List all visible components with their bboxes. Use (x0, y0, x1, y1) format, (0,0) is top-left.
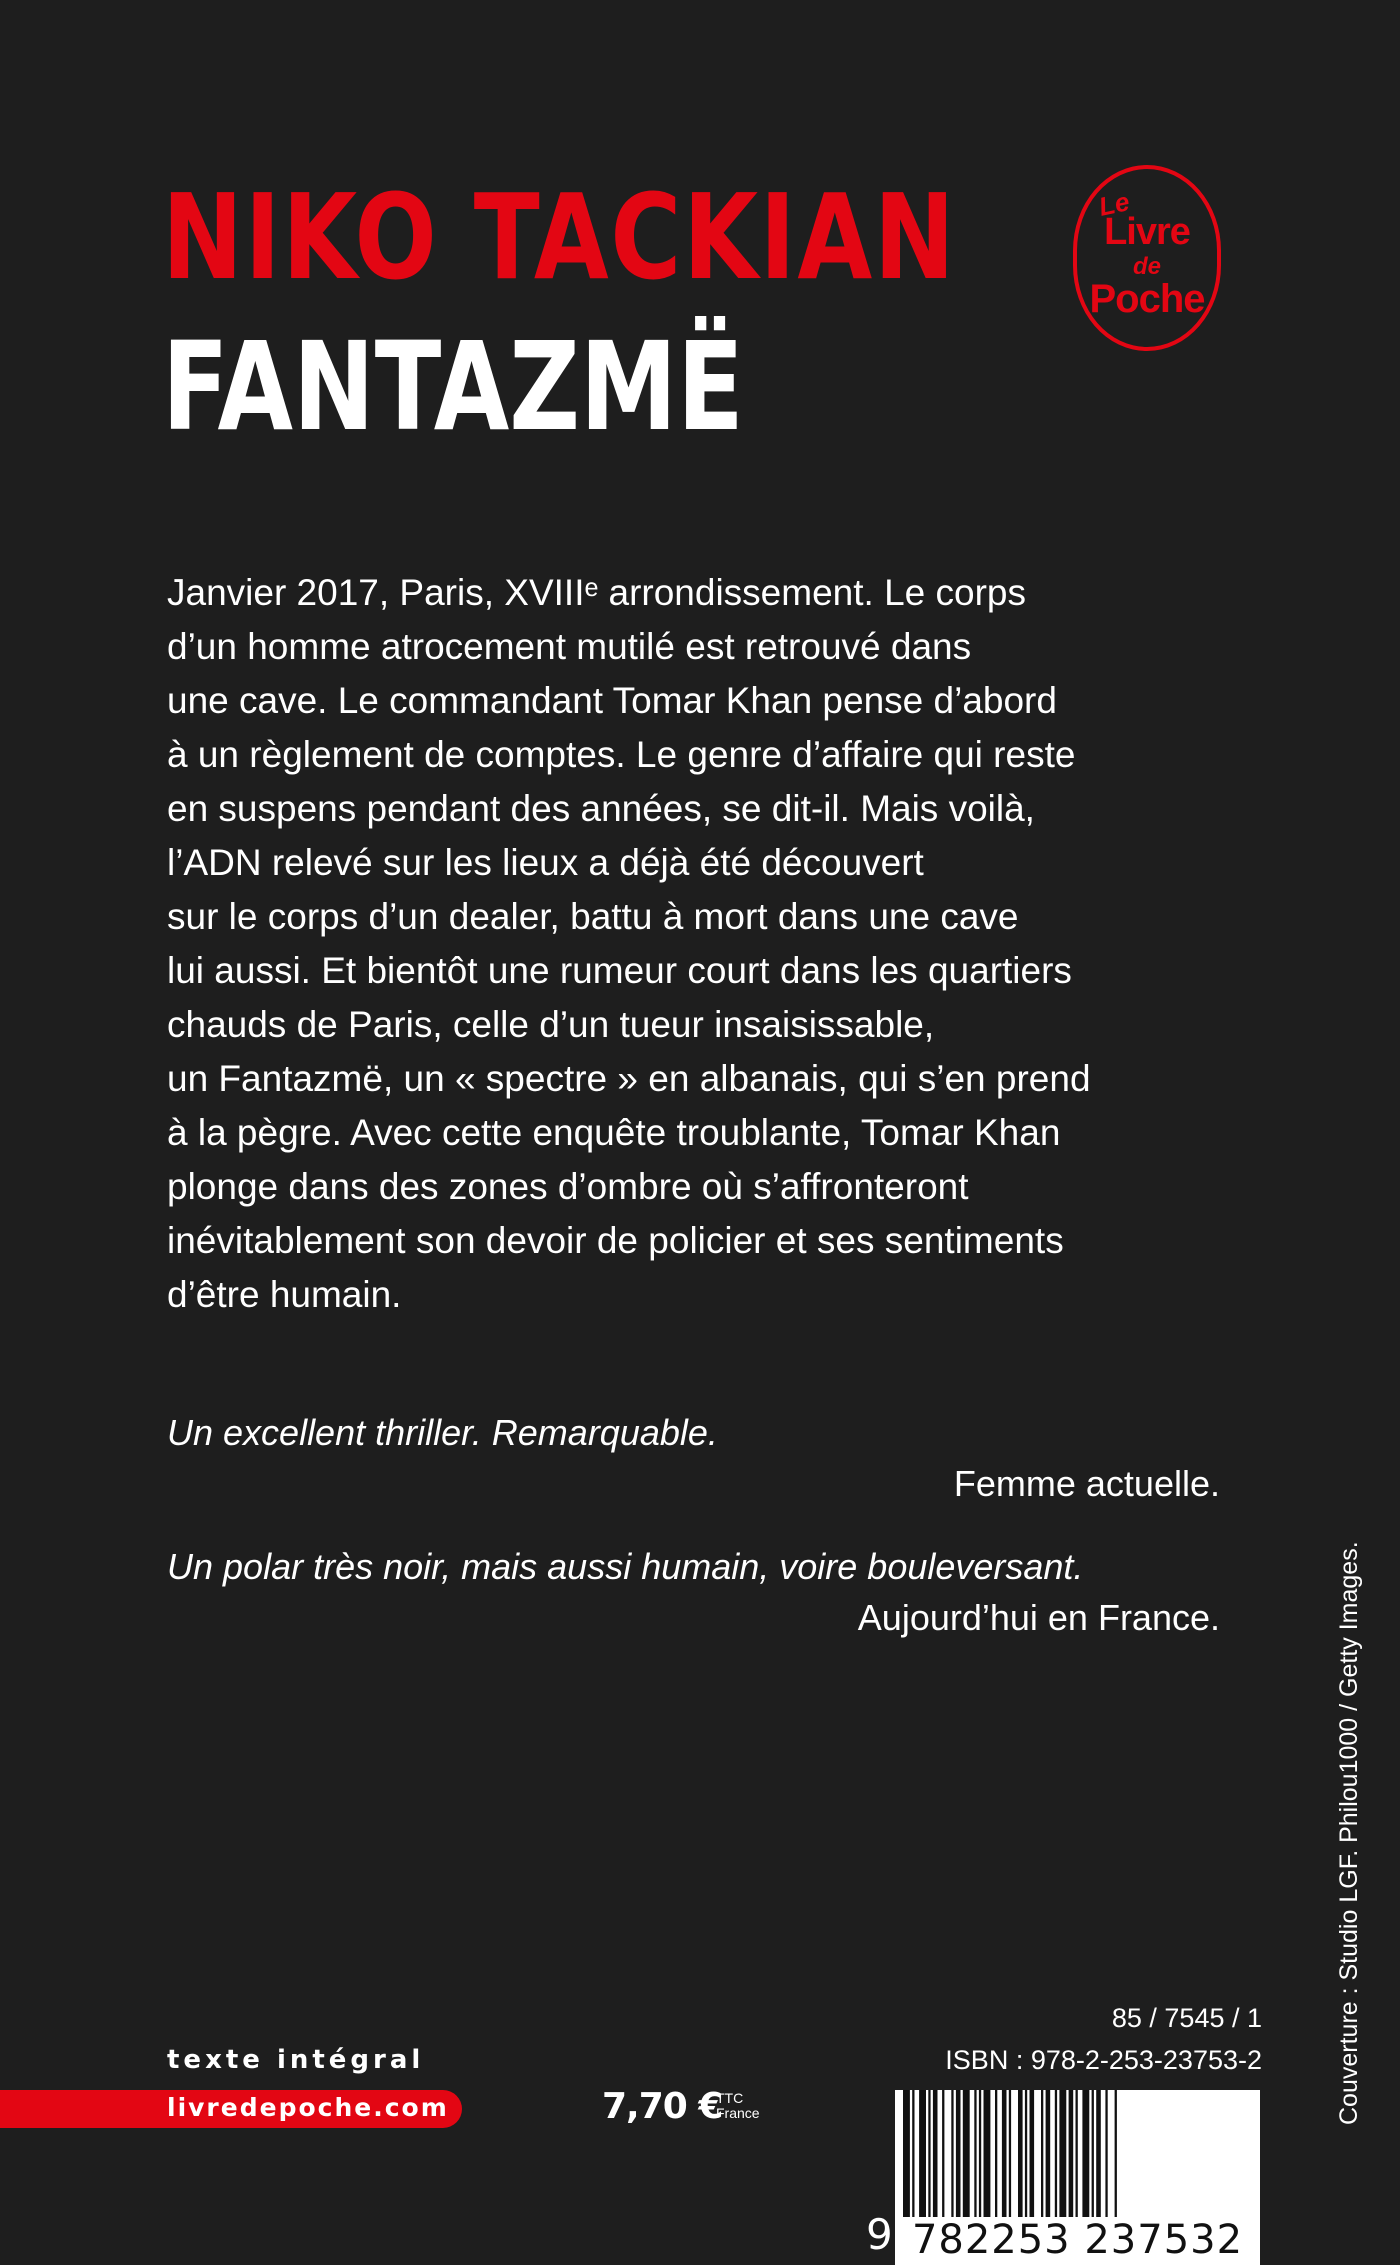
blurb-line: à un règlement de comptes. Le genre d’affaire qui reste (167, 734, 1076, 775)
price-note-ttc: TTC (716, 2090, 744, 2106)
barcode-bar (974, 2090, 976, 2220)
blurb-line: en suspens pendant des années, se dit-il. Mais voilà, (167, 788, 1035, 829)
blurb-line: une cave. Le commandant Tomar Khan pense d’abord (167, 680, 1057, 721)
barcode-bar (979, 2090, 981, 2220)
barcode-bar (1096, 2090, 1101, 2220)
barcode-bar (1105, 2090, 1107, 2220)
review-quote: Un polar très noir, mais aussi humain, voire bouleversant. (167, 1546, 1084, 1587)
cover-credit: Couverture : Studio LGF. Philou1000 / Getty Images. (1335, 1541, 1363, 2125)
barcode-bar (1018, 2090, 1023, 2220)
barcode-bars-icon (895, 2090, 1260, 2220)
book-title: FANTAZMË (162, 316, 744, 458)
barcode-bar (1009, 2090, 1011, 2220)
logo-line-livre: Livre (1104, 211, 1190, 253)
barcode-first-digit: 9 (866, 2210, 893, 2259)
barcode-bar (951, 2090, 953, 2220)
price: 7,70 € (602, 2086, 723, 2127)
price-note (716, 2091, 760, 2121)
barcode-bar (1092, 2090, 1094, 2220)
blurb-line: d’un homme atrocement mutilé est retrouvé dans (167, 626, 972, 667)
isbn: ISBN : 978-2-253-23753-2 (945, 2045, 1262, 2075)
logo-line-de: de (1132, 253, 1161, 280)
catalog-code: 85 / 7545 / 1 (1111, 2003, 1262, 2033)
logo-line-poche: Poche (1089, 277, 1205, 321)
review-source: Aujourd’hui en France. (857, 1597, 1220, 1638)
barcode-bar (1002, 2090, 1007, 2220)
barcode-bar (1046, 2090, 1051, 2220)
blurb-line: plonge dans des zones d’ombre où s’affronteront (167, 1166, 969, 1207)
barcode-bar (1069, 2090, 1074, 2220)
review-quote: Un excellent thriller. Remarquable. (167, 1412, 718, 1453)
barcode-bar (933, 2090, 938, 2220)
barcode-bar (919, 2090, 926, 2220)
barcode-bar (1115, 2090, 1117, 2220)
barcode-bar (928, 2090, 930, 2220)
texte-integral-label: texte intégral (167, 2045, 425, 2075)
barcode-bar (984, 2090, 991, 2220)
blurb-line: inévitablement son devoir de policier et ses sentiments (167, 1220, 1064, 1261)
blurb-line: à la pègre. Avec cette enquête troublante, Tomar Khan (167, 1112, 1061, 1153)
barcode-bar (942, 2090, 944, 2220)
review-source: Femme actuelle. (953, 1463, 1220, 1504)
barcode-bar (1055, 2090, 1057, 2220)
barcode-bar (1076, 2090, 1078, 2220)
barcode (895, 2090, 1260, 2265)
blurb-line: un Fantazmë, un « spectre » en albanais, qui s’en prend (167, 1058, 1091, 1099)
barcode-bar (912, 2090, 914, 2220)
blurb-line: sur le corps d’un dealer, battu à mort dans une cave (167, 896, 1019, 937)
barcode-bar (1082, 2090, 1089, 2220)
blurb-line: lui aussi. Et bientôt une rumeur court dans les quartiers (167, 950, 1072, 991)
barcode-bar (903, 2090, 910, 2220)
barcode-bar (956, 2090, 961, 2220)
blurb-line: Janvier 2017, Paris, XVIIIᵉ arrondissement. Le corps (167, 572, 1026, 613)
barcode-bar (1030, 2090, 1035, 2220)
logo-line-le: Le (1096, 186, 1133, 222)
blurb-line: d’être humain. (167, 1274, 402, 1315)
website-link[interactable]: livredepoche.com (167, 2093, 449, 2122)
barcode-bar (1025, 2090, 1027, 2220)
price-note-france: France (716, 2105, 760, 2121)
blurb-line: chauds de Paris, celle d’un tueur insaisissable, (167, 1004, 935, 1045)
barcode-bar (995, 2090, 997, 2220)
back-cover-blurb (167, 566, 1247, 1322)
livre-de-poche-logo (1073, 165, 1221, 351)
blurb-line: l’ADN relevé sur les lieux a déjà été découvert (167, 842, 924, 883)
barcode-bar (963, 2090, 970, 2220)
author-name: NIKO TACKIAN (162, 168, 957, 306)
barcode-digits: 782253 237532 (895, 2217, 1260, 2263)
barcode-bar (1059, 2090, 1066, 2220)
barcode-bar (1041, 2090, 1043, 2220)
